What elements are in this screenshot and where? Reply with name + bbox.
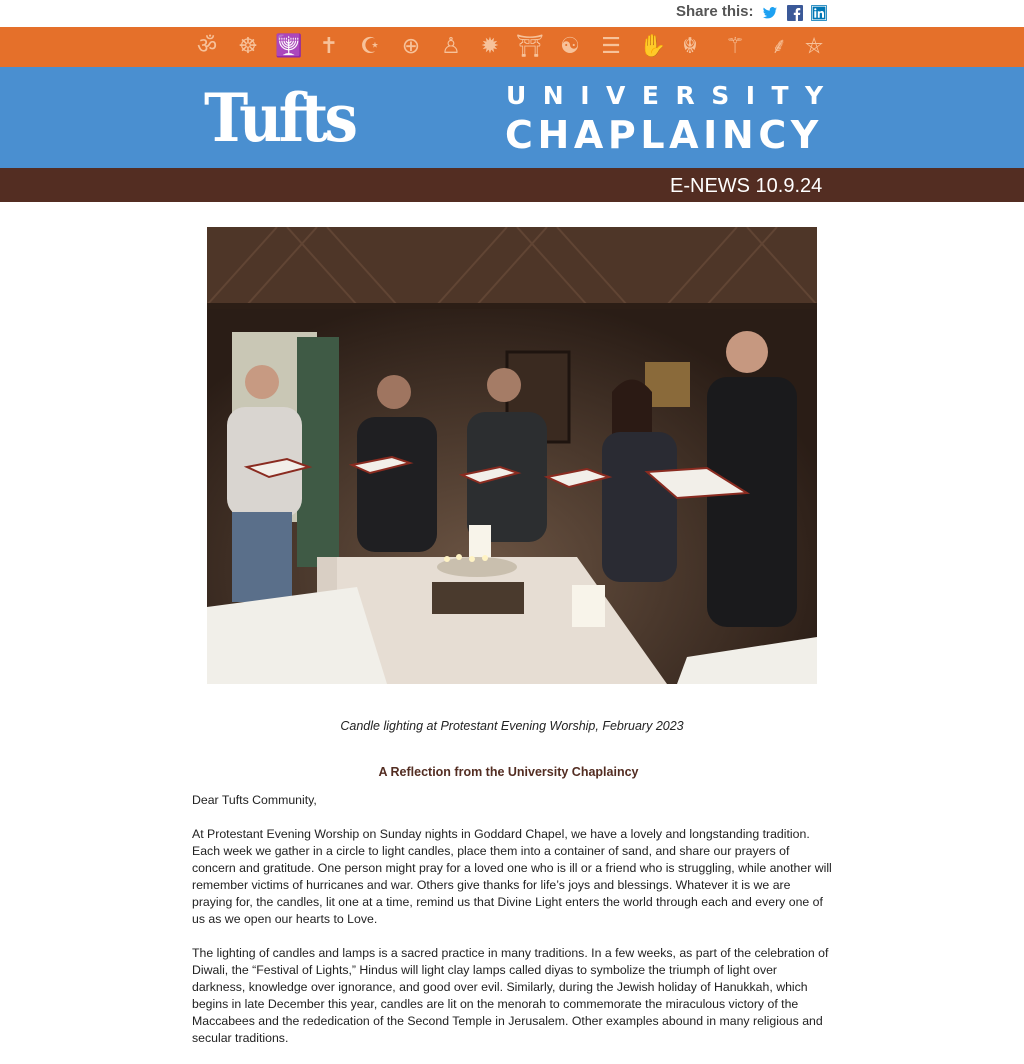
header-banner <box>0 67 1024 168</box>
bahai-circle-icon: ⊕ <box>401 34 421 59</box>
faith-symbols-bar <box>0 27 1024 67</box>
department-title-line1: UNIVERSITY <box>506 81 840 110</box>
faravahar-icon: ⚚ <box>725 34 745 59</box>
humanist-icon: ☰ <box>601 34 621 59</box>
enews-bar <box>0 168 1024 202</box>
dharma-wheel-icon: ☸ <box>238 34 258 59</box>
sun-star-icon: ✹ <box>480 34 500 59</box>
facebook-icon[interactable] <box>787 5 803 21</box>
feather-icon: ⸙ <box>770 34 788 59</box>
candle-lighting-photo <box>207 227 817 684</box>
torii-gate-icon: ⛩ <box>516 34 544 59</box>
crescent-star-icon: ☪ <box>360 34 380 59</box>
indigenous-figure-icon: ♙ <box>441 34 461 59</box>
enews-date: E-NEWS 10.9.24 <box>670 175 823 197</box>
article-greeting: Dear Tufts Community, <box>192 793 317 807</box>
pentacle-icon: ⛤ <box>805 34 823 59</box>
khanda-icon: ☬ <box>682 34 698 59</box>
twitter-icon[interactable] <box>762 5 778 21</box>
article-paragraph-2: The lighting of candles and lamps is a sacred practice in many traditions. In a few weeks, as part of the celebration of Diwali, the “Festival of Lights,” Hindus will light clay lamps called diyas to symbolize the triumph of light over darkness, knowledge over ignorance, and good over evil. Similarly, during the Jewish holiday of Hanukkah, which begins in late December this year, candles are lit on the menorah to commemorate the miraculous victory of the Maccabees and the rededication of the Second Temple in Jerusalem. Other examples abound in many religious and secular traditions. <box>192 946 829 1045</box>
yin-yang-icon: ☯ <box>560 34 580 59</box>
cross-icon: ✝ <box>319 34 339 59</box>
department-title-line2: CHAPLAINCY <box>505 113 823 157</box>
tufts-logo[interactable]: Tufts <box>204 79 355 157</box>
om-icon: ॐ <box>196 34 218 59</box>
jain-hand-icon: ✋ <box>639 34 667 59</box>
share-bar <box>0 0 1024 27</box>
menorah-icon: 🕎 <box>275 34 303 59</box>
article-paragraph-1: At Protestant Evening Worship on Sunday nights in Goddard Chapel, we have a lovely and longstanding tradition. Each week we gather in a circle to light candles, place them into a container of sand, and share our prayers of concern and gratitude. One person might pray for a loved one who is ill or a friend who is struggling, while another will remember victims of hurricanes and war. Others give thanks for life’s joys and blessings. Whatever it is we are praying for, the candles, lit one at a time, remind us that Divine Light enters the world through each and every one of us as we open our hearts to Love. <box>192 827 832 926</box>
linkedin-icon[interactable] <box>811 5 827 21</box>
article-title: A Reflection from the University Chaplaincy <box>378 765 639 779</box>
photo-caption: Candle lighting at Protestant Evening Worship, February 2023 <box>340 719 684 733</box>
article-body <box>192 792 832 1064</box>
share-label: Share this: <box>676 3 754 20</box>
